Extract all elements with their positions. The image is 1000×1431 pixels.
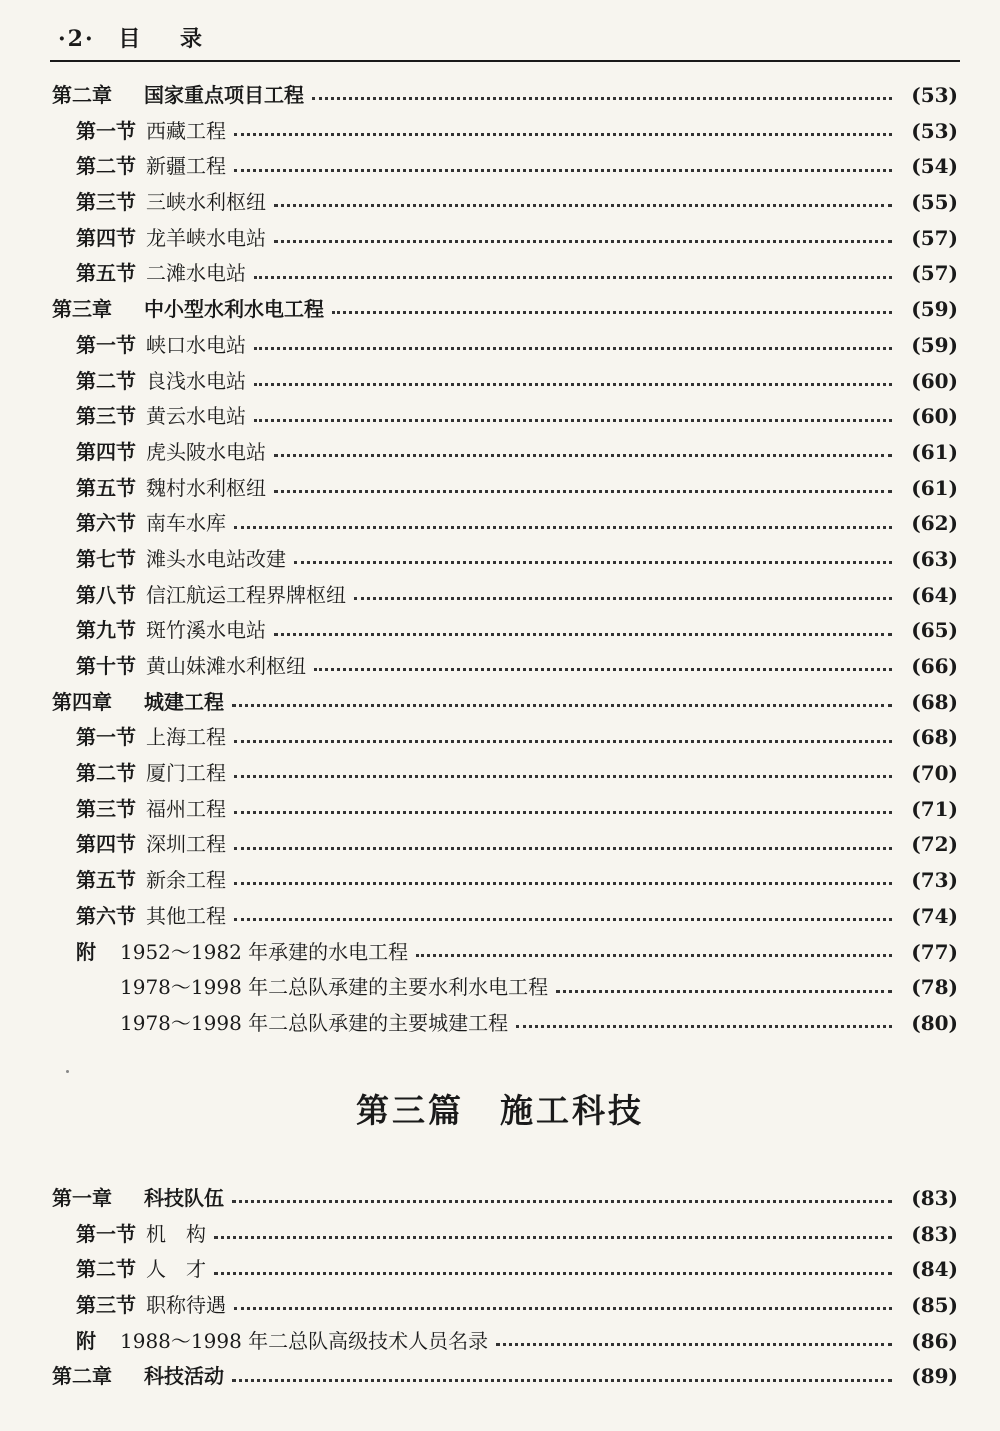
toc-entry-label xyxy=(76,506,226,542)
page-reference: (53) xyxy=(911,118,958,143)
page-header xyxy=(58,22,958,58)
page-reference: (57) xyxy=(911,225,958,250)
toc-entry-label xyxy=(76,114,226,150)
toc-entry-title: 新疆工程 xyxy=(146,154,226,179)
toc-entry-title: 二滩水电站 xyxy=(146,261,246,286)
page-reference: (57) xyxy=(911,261,958,286)
toc-entry-title: 福州工程 xyxy=(146,796,226,821)
part-name: 施工科技 xyxy=(500,1091,644,1130)
page-reference: (68) xyxy=(911,689,958,714)
chapter-number: 第一章 xyxy=(52,1186,112,1210)
page-reference: (83) xyxy=(911,1186,958,1210)
dot-leader xyxy=(232,1198,892,1203)
section-number: 第一节 xyxy=(76,118,136,143)
toc-entry-label xyxy=(76,1252,206,1288)
dot-leader xyxy=(354,595,892,600)
section-number: 第六节 xyxy=(76,903,136,928)
toc-entry-section xyxy=(0,1288,1000,1324)
toc-entry-title: 科技队伍 xyxy=(144,1186,224,1210)
dot-leader xyxy=(234,738,892,743)
toc-entry-chapter xyxy=(0,292,1000,328)
toc-entry-chapter xyxy=(0,78,1000,114)
toc-entry-title: 斑竹溪水电站 xyxy=(146,618,266,643)
page-reference: (66) xyxy=(911,654,958,678)
section-number: 第五节 xyxy=(76,475,136,500)
toc-entry-label xyxy=(76,221,266,257)
page-reference: (85) xyxy=(911,1293,958,1318)
page-reference: (55) xyxy=(911,190,958,215)
toc-entry-section xyxy=(0,649,1000,685)
page-reference: (80) xyxy=(911,1010,958,1035)
dot-leader xyxy=(234,880,892,885)
toc-entry-label xyxy=(76,471,266,507)
page-reference: (59) xyxy=(911,297,958,322)
dot-leader xyxy=(232,1377,892,1382)
page-reference: (74) xyxy=(911,903,958,928)
page-reference: (62) xyxy=(911,511,958,536)
section-number: 第九节 xyxy=(76,618,136,643)
chapter-number: 第四章 xyxy=(52,689,112,714)
toc-entry-section xyxy=(0,471,1000,507)
toc-entry-section xyxy=(0,221,1000,257)
toc-entry-title: 深圳工程 xyxy=(146,832,226,857)
dot-leader xyxy=(232,702,892,707)
section-number: 第一节 xyxy=(76,725,136,750)
toc-entry-label xyxy=(52,1181,224,1217)
toc-entry-section xyxy=(0,256,1000,292)
dot-leader xyxy=(274,488,892,493)
toc-entry-label xyxy=(76,364,246,400)
chapter-number: 第三章 xyxy=(52,297,112,322)
page-reference: (63) xyxy=(911,546,958,571)
toc-entry-title: 1988～1998 年二总队高级技术人员名录 xyxy=(120,1328,489,1353)
toc-entry-title: 黄山妹滩水利枢纽 xyxy=(146,654,306,678)
toc-entry-title: 滩头水电站改建 xyxy=(146,546,286,571)
page-reference: (72) xyxy=(911,832,958,857)
dot-leader xyxy=(214,1270,892,1275)
page-reference: (60) xyxy=(911,368,958,393)
chapter-number: 第二章 xyxy=(52,83,112,107)
dot-leader xyxy=(234,524,892,529)
dot-leader xyxy=(234,131,892,136)
header-title: 目 录 xyxy=(118,26,218,52)
page-number: ·2· xyxy=(58,26,95,52)
toc-entry-label xyxy=(76,863,226,899)
toc-entry-label xyxy=(76,649,306,685)
section-number: 第四节 xyxy=(76,225,136,250)
page-reference: (73) xyxy=(911,868,958,893)
toc-entry-section xyxy=(0,114,1000,150)
dot-leader xyxy=(254,381,892,386)
dot-leader xyxy=(234,1305,892,1310)
dot-leader xyxy=(312,95,892,100)
toc-entry-label xyxy=(76,185,266,221)
section-number: 第二节 xyxy=(76,761,136,786)
toc-entry-appendix xyxy=(0,1324,1000,1360)
toc-entry-section xyxy=(0,542,1000,578)
section-number: 第五节 xyxy=(76,261,136,286)
toc-entry-label xyxy=(120,1006,508,1042)
dot-leader xyxy=(234,916,892,921)
toc-entry-section xyxy=(0,364,1000,400)
toc-entry-section xyxy=(0,863,1000,899)
toc-entry-appendix-sub xyxy=(0,970,1000,1006)
section-number: 第一节 xyxy=(76,1221,136,1246)
toc-list-part-two-continued xyxy=(0,78,1000,1042)
page-reference: (71) xyxy=(911,796,958,821)
toc-entry-label xyxy=(76,1288,226,1324)
toc-entry-title: 其他工程 xyxy=(146,903,226,928)
page-reference: (61) xyxy=(911,475,958,500)
dot-leader xyxy=(416,952,892,957)
page-reference: (61) xyxy=(911,439,958,464)
page-reference: (64) xyxy=(911,582,958,607)
toc-entry-section xyxy=(0,506,1000,542)
toc-entry-label xyxy=(76,613,266,649)
toc-entry-chapter xyxy=(0,1359,1000,1395)
toc-entry-label xyxy=(76,720,226,756)
toc-entry-title: 城建工程 xyxy=(144,689,224,714)
section-number: 第八节 xyxy=(76,582,136,607)
toc-entry-title: 虎头陂水电站 xyxy=(146,439,266,464)
toc-entry-title: 三峡水利枢纽 xyxy=(146,190,266,215)
dot-leader xyxy=(556,988,892,993)
toc-entry-label xyxy=(76,256,246,292)
toc-entry-section xyxy=(0,399,1000,435)
page-reference: (65) xyxy=(911,618,958,643)
toc-entry-label xyxy=(120,970,548,1006)
section-number: 第三节 xyxy=(76,404,136,429)
section-number: 第四节 xyxy=(76,439,136,464)
toc-entry-label xyxy=(76,899,226,935)
toc-entry-label xyxy=(76,935,408,971)
dot-leader xyxy=(274,631,892,636)
section-number: 第二节 xyxy=(76,1257,136,1282)
toc-entry-appendix xyxy=(0,935,1000,971)
toc-entry-section xyxy=(0,827,1000,863)
toc-entry-label xyxy=(76,578,346,614)
toc-entry-label xyxy=(76,756,226,792)
page-reference: (59) xyxy=(911,332,958,357)
toc-entry-label xyxy=(76,399,246,435)
section-number: 第二节 xyxy=(76,154,136,179)
page-reference: (83) xyxy=(911,1221,958,1246)
section-number: 第六节 xyxy=(76,511,136,536)
page-reference: (77) xyxy=(911,939,958,964)
toc-entry-label xyxy=(52,1359,224,1395)
section-number: 第三节 xyxy=(76,796,136,821)
toc-entry-label xyxy=(76,792,226,828)
toc-entry-title: 信江航运工程界牌枢纽 xyxy=(146,582,346,607)
part-number: 第三篇 xyxy=(356,1091,464,1130)
toc-entry-title: 峡口水电站 xyxy=(146,332,246,357)
dot-leader xyxy=(254,417,892,422)
dot-leader xyxy=(516,1023,892,1028)
print-speck xyxy=(66,1070,69,1073)
toc-entry-title: 新余工程 xyxy=(146,868,226,893)
toc-entry-label xyxy=(76,827,226,863)
toc-entry-label xyxy=(76,542,286,578)
toc-entry-chapter xyxy=(0,1181,1000,1217)
toc-entry-section xyxy=(0,899,1000,935)
appendix-marker: 附 xyxy=(76,1328,96,1353)
appendix-marker: 附 xyxy=(76,939,96,964)
toc-entry-title: 魏村水利枢纽 xyxy=(146,475,266,500)
toc-entry-label xyxy=(52,292,324,328)
toc-entry-title: 西藏工程 xyxy=(146,118,226,143)
toc-entry-label xyxy=(76,1324,488,1360)
toc-entry-title: 1978～1998 年二总队承建的主要水利水电工程 xyxy=(120,975,549,1000)
toc-entry-title: 国家重点项目工程 xyxy=(144,83,304,107)
toc-entry-title: 1952～1982 年承建的水电工程 xyxy=(120,939,409,964)
toc-entry-title: 南车水库 xyxy=(146,511,226,536)
toc-entry-section xyxy=(0,1252,1000,1288)
section-number: 第七节 xyxy=(76,546,136,571)
toc-entry-label xyxy=(76,435,266,471)
toc-entry-title: 机 构 xyxy=(146,1221,206,1246)
toc-entry-label xyxy=(76,328,246,364)
dot-leader xyxy=(234,773,892,778)
toc-list-part-three xyxy=(0,1181,1000,1395)
dot-leader xyxy=(254,345,892,350)
dot-leader xyxy=(274,452,892,457)
page-reference: (84) xyxy=(911,1257,958,1282)
dot-leader xyxy=(496,1341,892,1346)
section-number: 第三节 xyxy=(76,190,136,215)
toc-entry-section xyxy=(0,1217,1000,1253)
toc-entry-section xyxy=(0,185,1000,221)
page-reference: (60) xyxy=(911,404,958,429)
toc-entry-title: 中小型水利水电工程 xyxy=(144,297,324,322)
page-reference: (68) xyxy=(911,725,958,750)
toc-entry-title: 黄云水电站 xyxy=(146,404,246,429)
toc-entry-title: 1978～1998 年二总队承建的主要城建工程 xyxy=(120,1010,509,1035)
toc-entry-chapter xyxy=(0,685,1000,721)
toc-entry-title: 龙羊峡水电站 xyxy=(146,225,266,250)
dot-leader xyxy=(314,666,892,671)
toc-entry-section xyxy=(0,149,1000,185)
toc-entry-section xyxy=(0,613,1000,649)
toc-entry-section xyxy=(0,756,1000,792)
toc-entry-title: 厦门工程 xyxy=(146,761,226,786)
toc-entry-section xyxy=(0,720,1000,756)
part-title xyxy=(0,1085,1000,1132)
header-rule xyxy=(50,60,960,62)
section-number: 第十节 xyxy=(76,654,136,678)
chapter-number: 第二章 xyxy=(52,1364,112,1389)
toc-entry-section xyxy=(0,435,1000,471)
page-reference: (78) xyxy=(911,975,958,1000)
section-number: 第五节 xyxy=(76,868,136,893)
toc-entry-label xyxy=(76,149,226,185)
dot-leader xyxy=(274,238,892,243)
section-number: 第三节 xyxy=(76,1293,136,1318)
page-reference: (86) xyxy=(911,1328,958,1353)
dot-leader xyxy=(254,274,892,279)
dot-leader xyxy=(332,309,892,314)
toc-entry-title: 人 才 xyxy=(146,1257,206,1282)
toc-entry-title: 上海工程 xyxy=(146,725,226,750)
toc-entry-section xyxy=(0,792,1000,828)
dot-leader xyxy=(234,845,892,850)
section-number: 第二节 xyxy=(76,368,136,393)
page-reference: (89) xyxy=(911,1364,958,1389)
dot-leader xyxy=(234,167,892,172)
page-reference: (53) xyxy=(911,83,958,107)
dot-leader xyxy=(214,1234,892,1239)
section-number: 第四节 xyxy=(76,832,136,857)
toc-entry-label xyxy=(52,685,224,721)
page-reference: (54) xyxy=(911,154,958,179)
dot-leader xyxy=(274,202,892,207)
dot-leader xyxy=(234,809,892,814)
toc-entry-appendix-sub xyxy=(0,1006,1000,1042)
toc-entry-title: 良浅水电站 xyxy=(146,368,246,393)
toc-entry-label xyxy=(52,78,304,114)
dot-leader xyxy=(294,559,892,564)
toc-entry-title: 科技活动 xyxy=(144,1364,224,1389)
toc-entry-title: 职称待遇 xyxy=(146,1293,226,1318)
page-reference: (70) xyxy=(911,761,958,786)
section-number: 第一节 xyxy=(76,332,136,357)
toc-entry-label xyxy=(76,1217,206,1253)
toc-entry-section xyxy=(0,328,1000,364)
toc-entry-section xyxy=(0,578,1000,614)
